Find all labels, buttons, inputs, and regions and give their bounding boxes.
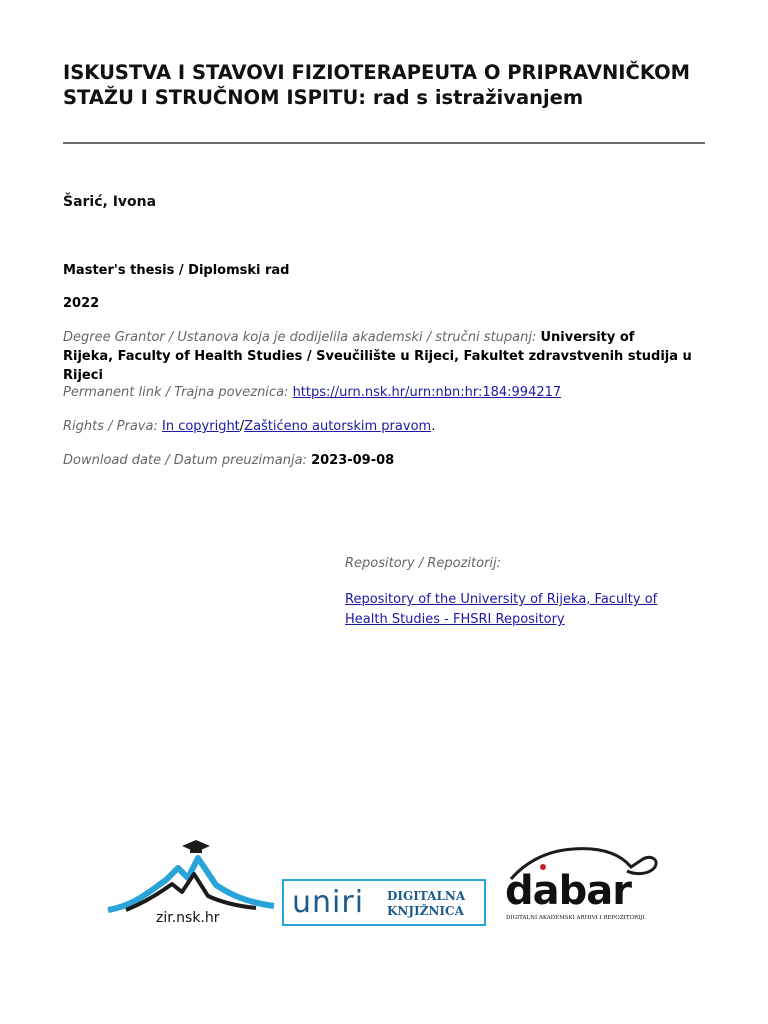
title-divider [63, 142, 705, 144]
rights-end: . [431, 419, 436, 434]
repository-link-block [345, 590, 657, 630]
repository-label: Repository / Repozitorij: [345, 556, 502, 571]
uniri-subtitle: DIGITALNA KNJIŽNICA [387, 889, 466, 918]
rights-row [63, 417, 435, 436]
grantor-label: Degree Grantor / Ustanova koja je dodijelila akademski / stručni stupanj: [63, 330, 537, 345]
download-label: Download date / Datum preuzimanja: [63, 453, 307, 468]
grantor-value-1: University of [540, 330, 635, 345]
zasticeno-link[interactable]: Zaštićeno autorskim pravom [244, 419, 432, 434]
thesis-type: Master's thesis / Diplomski rad [63, 263, 290, 278]
uniri-logo[interactable] [282, 879, 486, 926]
dabar-wordmark: dabar [505, 868, 631, 914]
degree-grantor [63, 328, 713, 385]
permanent-link[interactable]: https://urn.nsk.hr/urn:nbn:hr:184:994217 [292, 385, 562, 400]
permanent-link-row [63, 383, 561, 402]
zir-label: zir.nsk.hr [156, 910, 220, 926]
grantor-value-2: Rijeka, Faculty of Health Studies / Sveučilište u Rijeci, Fakultet zdravstvenih studija u Rijeci [63, 349, 692, 383]
uniri-wordmark: uniri [292, 885, 365, 920]
repository-link-line1[interactable]: Repository of the University of Rijeka, Faculty of [345, 592, 658, 607]
repository-link-line2[interactable]: Health Studies - FHSRI Repository [345, 612, 565, 627]
rights-separator: / [239, 419, 245, 434]
dabar-logo[interactable] [503, 845, 663, 925]
in-copyright-link[interactable]: In copyright [161, 419, 240, 434]
document-title: ISKUSTVA I STAVOVI FIZIOTERAPEUTA O PRIPRAVNIČKOM STAŽU I STRUČNOM ISPITU: rad s istraživanjem [63, 61, 691, 109]
author: Šarić, Ivona [63, 194, 157, 210]
download-date: 2023-09-08 [311, 453, 395, 468]
rights-label: Rights / Prava: [63, 419, 158, 434]
zir-logo[interactable] [106, 840, 276, 930]
year: 2022 [63, 296, 100, 311]
permanent-link-label: Permanent link / Trajna poveznica: [63, 385, 289, 400]
download-date-row [63, 451, 394, 470]
dabar-subtitle: DIGITALNI AKADEMSKI ARHIVI I REPOZITORIJI [506, 915, 645, 921]
